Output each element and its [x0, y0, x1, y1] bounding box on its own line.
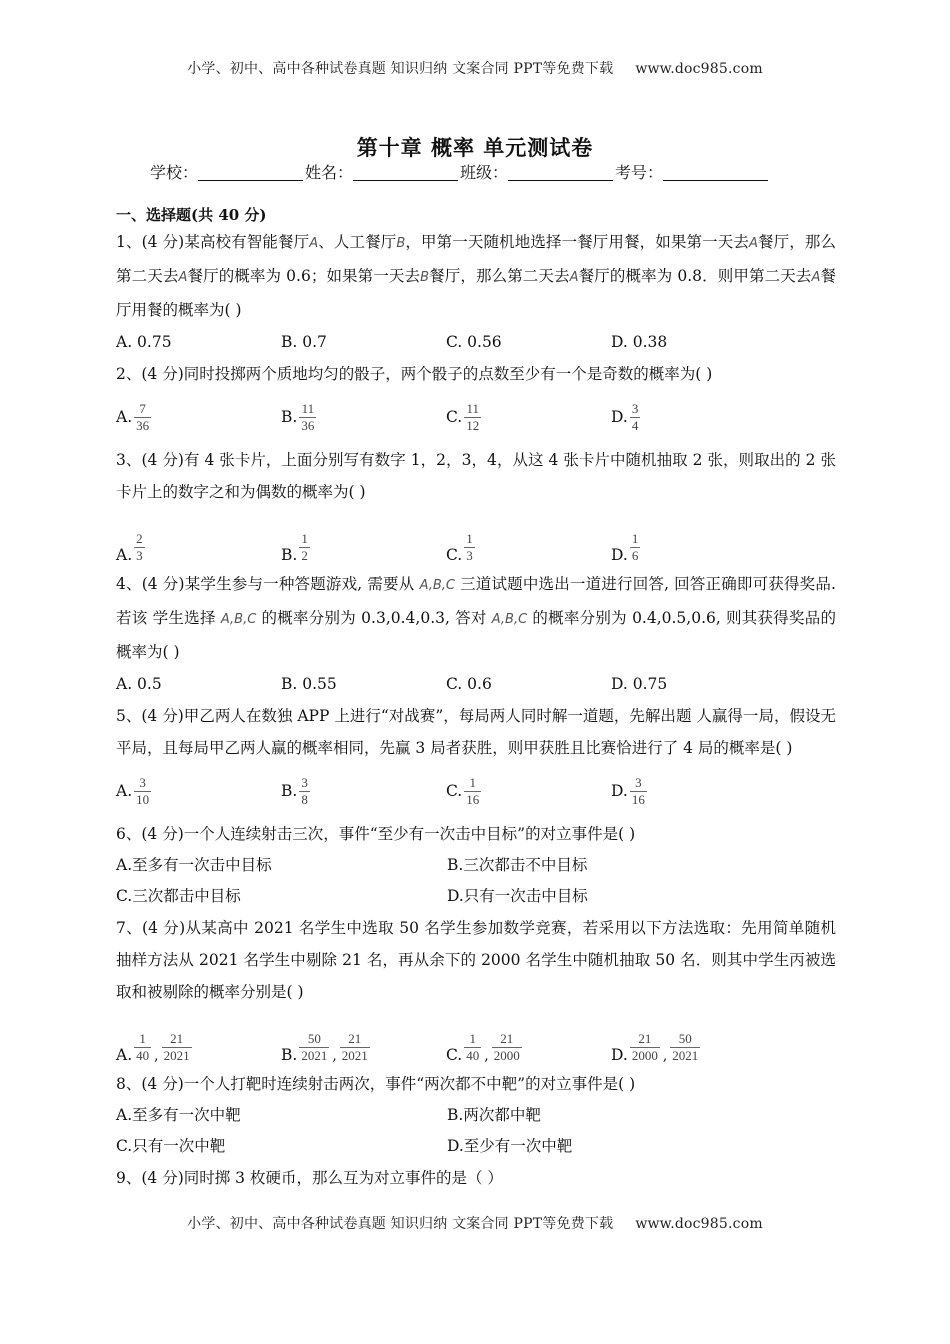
q6-option-c[interactable]: C.三次都击中目标: [116, 887, 241, 905]
class-blank: [508, 164, 613, 181]
var-abc: A,B,C: [220, 612, 257, 627]
fraction: $\frac{21}{2000}$: [631, 1031, 658, 1063]
q3-option-b[interactable]: B. $\frac{1}{2}$: [281, 531, 308, 564]
q1-text-4: 餐厅，那么第二天去: [116, 233, 836, 285]
q1-text-5: 餐厅的概率为 0.6；如果第一天去: [187, 267, 421, 285]
fraction: $\frac{50}{2021}$: [672, 1031, 699, 1063]
q4-option-b[interactable]: B. 0.55: [281, 675, 337, 693]
question-8: 8、(4 分)一个人打靶时连续射击两次，事件“两次都不中靶”的对立事件是( ): [116, 1075, 636, 1093]
var-a: A: [811, 270, 821, 285]
q5-option-b[interactable]: B. $\frac{3}{8}$: [281, 774, 308, 807]
footer-site-link[interactable]: www.doc985.com: [635, 1216, 763, 1232]
page-header: [0, 58, 950, 78]
q1-option-c[interactable]: C. 0.56: [446, 333, 502, 351]
fraction: $\frac{1}{3}$: [466, 531, 473, 563]
q5-option-a[interactable]: A. $\frac{3}{10}$: [116, 774, 150, 807]
q2-options: [116, 390, 836, 444]
question-1: [116, 226, 836, 326]
q4-text-1: 4、(4 分)某学生参与一种答题游戏, 需要从: [116, 575, 415, 593]
question-7: 7、(4 分)从某高中 2021 名学生中选取 50 名学生参加数学竞赛，若采用以下方法选取：先用简单随机抽样方法从 2021 名学生中剔除 21 名，再从余下的 2000 名学生中随机抽取 50 名．则其中学生丙被选取和被剔除的概率分别是( ): [116, 919, 836, 1001]
var-b: B: [420, 270, 430, 285]
q1-option-a[interactable]: A. 0.75: [116, 333, 172, 351]
q4-option-c[interactable]: C. 0.6: [446, 675, 492, 693]
q4-text-4: 的概率分别为 0.4,0.5,0.6, 则其获得奖品的 概率为( ): [116, 609, 836, 661]
var-abc: A,B,C: [419, 578, 455, 593]
q3-options: [116, 508, 836, 568]
header-site-link[interactable]: www.doc985.com: [635, 61, 763, 77]
fraction: $\frac{50}{2021}$: [301, 1031, 328, 1063]
q5-options: [116, 764, 836, 818]
q7-option-a[interactable]: A. $\frac{1}{40}$ , $\frac{21}{2021}$: [116, 1031, 190, 1064]
q1-option-b[interactable]: B. 0.7: [281, 333, 327, 351]
q7-options: [116, 1008, 836, 1068]
question-9: 9、(4 分)同时掷 3 枚硬币，那么互为对立事件的是（ ）: [116, 1169, 503, 1187]
q5-option-d[interactable]: D. $\frac{3}{16}$: [611, 774, 645, 807]
fraction: $\frac{21}{2021}$: [163, 1031, 190, 1063]
var-a: A: [748, 236, 758, 251]
q1-option-d[interactable]: D. 0.38: [611, 333, 668, 351]
q4-text-2: 三道试题中选出一道进行回答, 回答正确即可获得奖品. 若该 学生选择: [116, 575, 836, 627]
q2-option-c[interactable]: C. $\frac{11}{12}$: [446, 400, 480, 433]
fraction: $\frac{7}{36}$: [136, 400, 150, 433]
q8-option-d[interactable]: D.至少有一次中靶: [447, 1137, 573, 1155]
q2-option-b[interactable]: B. $\frac{11}{36}$: [281, 400, 315, 433]
page-title: 第十章 概率 单元测试卷: [356, 135, 594, 160]
q8-option-c[interactable]: C.只有一次中靶: [116, 1137, 226, 1155]
q2-option-d[interactable]: D. $\frac{3}{4}$: [611, 400, 639, 433]
fraction: $\frac{3}{16}$: [631, 774, 645, 807]
name-blank: [353, 164, 458, 181]
question-5: 5、(4 分)甲乙两人在数独 APP 上进行“对战赛”，每局两人同时解一道题，先解出题 人赢得一局，假设无平局，且每局甲乙两人赢的概率相同，先赢 3 局者获胜，则甲获胜且比赛恰进行了 4 局的概率是( ): [116, 707, 836, 757]
q3-option-c[interactable]: C. $\frac{1}{3}$: [446, 531, 473, 564]
question-4: [116, 568, 836, 668]
q1-text-1: 1、(4 分)某高校有智能餐厅: [116, 233, 310, 251]
q1-text-2: 、人工餐厅: [318, 233, 397, 251]
var-b: B: [396, 236, 406, 251]
question-6: 6、(4 分)一个人连续射击三次，事件“至少有一次击中目标”的对立事件是( ): [116, 825, 636, 843]
q6-option-d[interactable]: D.只有一次击中目标: [447, 887, 588, 905]
fraction: $\frac{21}{2000}$: [493, 1031, 520, 1063]
fraction: $\frac{1}{40}$: [136, 1031, 150, 1063]
fraction: $\frac{11}{36}$: [301, 400, 315, 433]
q1-options: [116, 326, 836, 358]
exam-content: [116, 204, 836, 1194]
var-abc: A,B,C: [491, 612, 528, 627]
var-a: A: [569, 270, 579, 285]
fraction: $\frac{21}{2021}$: [341, 1031, 368, 1063]
q8-option-b[interactable]: B.两次都中靶: [447, 1106, 541, 1124]
fraction: $\frac{3}{10}$: [136, 774, 150, 807]
q4-options: [116, 668, 836, 700]
fraction: $\frac{1}{16}$: [466, 774, 480, 807]
question-3: 3、(4 分)有 4 张卡片，上面分别写有数字 1，2，3，4，从这 4 张卡片中随机抽取 2 张，则取出的 2 张卡片上的数字之和为偶数的概率为( ): [116, 451, 836, 501]
q1-text-8: 餐厅用餐的概率为( ): [116, 267, 836, 319]
exam-number-blank: [663, 164, 768, 181]
class-label: 班级：: [460, 163, 509, 182]
q4-option-d[interactable]: D. 0.75: [611, 675, 668, 693]
section-heading: 一、选择题(共 40 分): [116, 206, 267, 224]
q8-options: [116, 1100, 836, 1162]
q4-option-a[interactable]: A. 0.5: [116, 675, 162, 693]
q7-option-b[interactable]: B. $\frac{50}{2021}$ , $\frac{21}{2021}$: [281, 1031, 368, 1064]
q6-option-b[interactable]: B.三次都击不中目标: [447, 856, 588, 874]
fraction: $\frac{1}{2}$: [301, 531, 308, 563]
footer-text: 小学、初中、高中各种试卷真题 知识归纳 文案合同 PPT等免费下载: [187, 1216, 614, 1232]
school-label: 学校：: [150, 163, 199, 182]
q6-options: [116, 850, 836, 912]
fraction: $\frac{3}{8}$: [301, 774, 308, 807]
exam-number-label: 考号：: [615, 163, 664, 182]
q1-text-6: 餐厅，那么第二天去: [429, 267, 570, 285]
var-a: A: [178, 270, 188, 285]
q5-option-c[interactable]: C. $\frac{1}{16}$: [446, 774, 480, 807]
q6-option-a[interactable]: A.至多有一次击中目标: [116, 856, 272, 874]
fraction: $\frac{1}{6}$: [631, 531, 639, 563]
q3-option-a[interactable]: A. $\frac{2}{3}$: [116, 531, 143, 564]
q1-text-3: ，甲第一天随机地选择一餐厅用餐，如果第一天去: [405, 233, 749, 251]
q1-text-7: 餐厅的概率为 0.8．则甲第二天去: [578, 267, 812, 285]
q2-option-a[interactable]: A. $\frac{7}{36}$: [116, 400, 150, 433]
school-blank: [198, 164, 303, 181]
fraction: $\frac{11}{12}$: [466, 400, 480, 433]
header-text: 小学、初中、高中各种试卷真题 知识归纳 文案合同 PPT等免费下载: [187, 61, 614, 77]
page-footer: [0, 1213, 950, 1233]
fraction: $\frac{1}{40}$: [466, 1031, 480, 1063]
name-label: 姓名：: [305, 163, 354, 182]
student-info-row: [150, 160, 770, 183]
fraction: $\frac{3}{4}$: [631, 400, 639, 433]
q3-option-d[interactable]: D. $\frac{1}{6}$: [611, 531, 639, 564]
fraction: $\frac{2}{3}$: [136, 531, 143, 563]
q4-text-3: 的概率分别为 0.3,0.4,0.3, 答对: [261, 609, 487, 627]
q7-option-c[interactable]: C. $\frac{1}{40}$ , $\frac{21}{2000}$: [446, 1031, 520, 1064]
q8-option-a[interactable]: A.至多有一次中靶: [116, 1106, 241, 1124]
q7-option-d[interactable]: D. $\frac{21}{2000}$ , $\frac{50}{2021}$: [611, 1031, 699, 1064]
question-2: 2、(4 分)同时投掷两个质地均匀的骰子，两个骰子的点数至少有一个是奇数的概率为( ): [116, 365, 713, 383]
var-a: A: [309, 236, 319, 251]
